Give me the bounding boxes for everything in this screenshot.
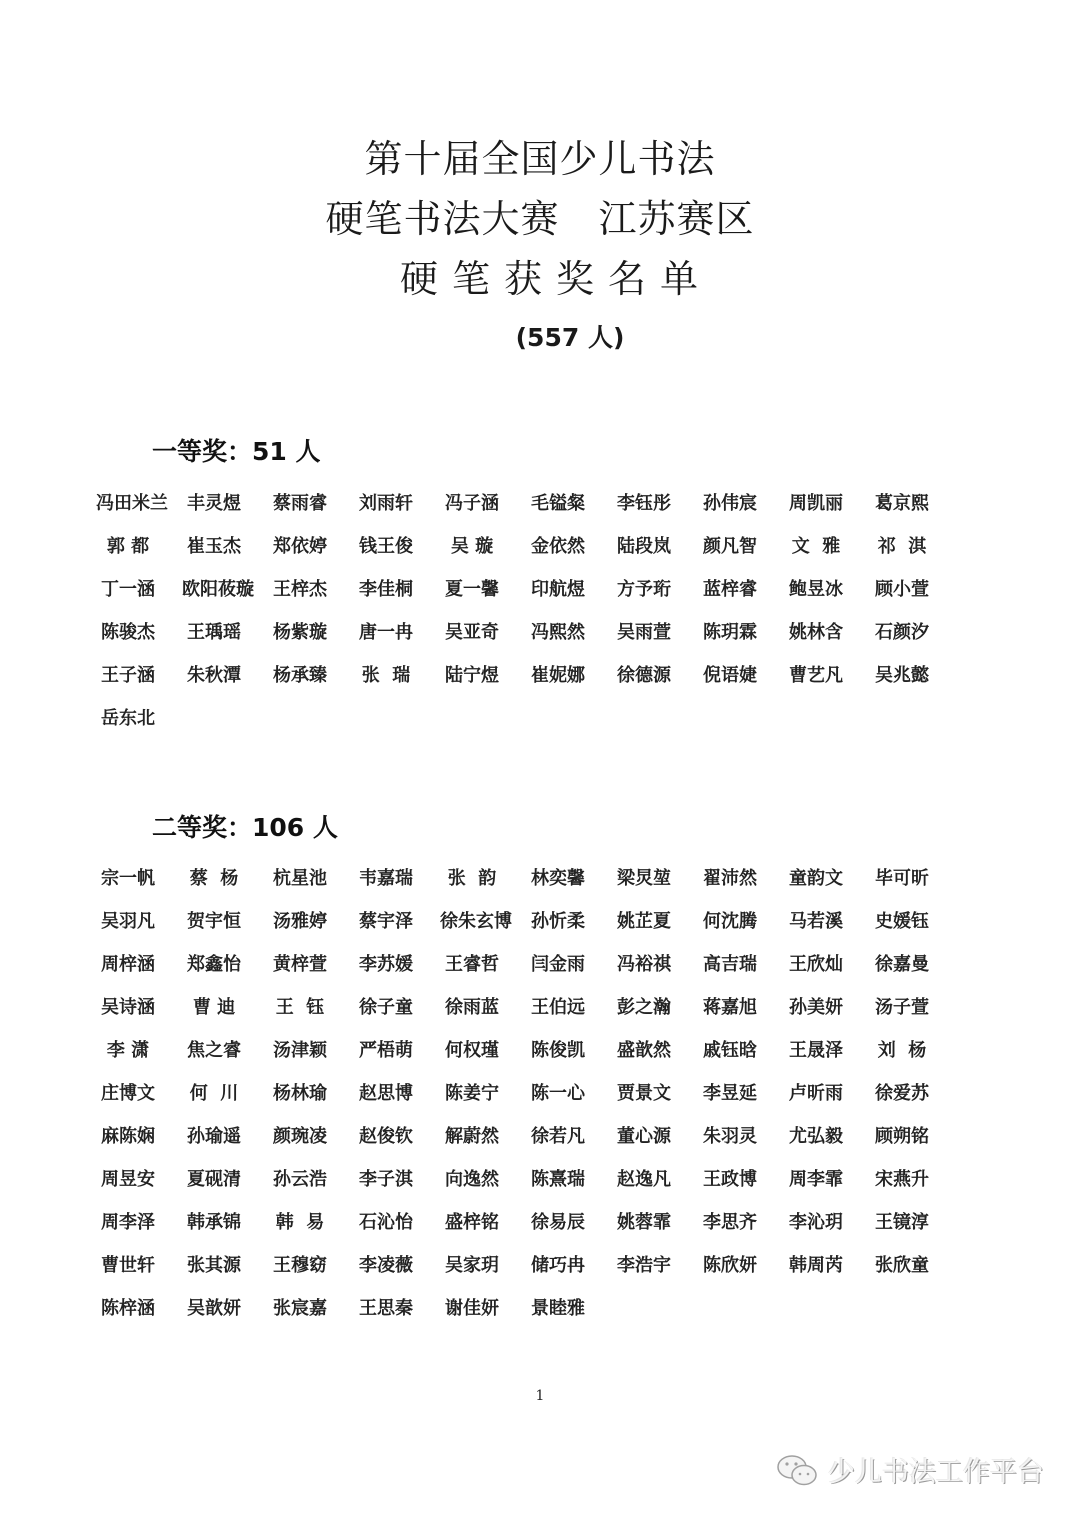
winner-name: 解蔚然 [445, 1126, 499, 1147]
winner-name: 王 钰 [275, 997, 325, 1018]
winner-name: 孙云浩 [273, 1169, 327, 1190]
winner-name: 赵俊钦 [359, 1126, 413, 1147]
winner-name: 陈欣妍 [703, 1255, 757, 1276]
winner-name: 韩周芮 [789, 1255, 843, 1276]
winner-name: 孙美妍 [789, 997, 843, 1018]
winner-name: 赵思博 [359, 1083, 413, 1104]
winner-name: 吴 璇 [450, 536, 494, 557]
winner-name: 黄梓萱 [273, 954, 327, 975]
winner-name: 吴羽凡 [101, 911, 155, 932]
winner-name: 夏一馨 [445, 579, 499, 600]
winner-name: 王梓杰 [273, 579, 327, 600]
winner-name: 陆宁煜 [445, 665, 499, 686]
winner-name: 刘 杨 [877, 1040, 927, 1061]
winner-name: 童韵文 [789, 868, 843, 889]
winner-name: 陈姜宁 [445, 1083, 499, 1104]
winner-name: 李 潇 [106, 1040, 150, 1061]
winner-name: 蓝梓睿 [703, 579, 757, 600]
first-prize-heading: 一等奖：51 人 [152, 437, 321, 466]
winner-name: 向逸然 [445, 1169, 499, 1190]
winner-name: 葛京熙 [875, 493, 929, 514]
first-prize-names [96, 482, 956, 740]
winner-name: 贺宇恒 [187, 911, 241, 932]
winner-name: 郑鑫怡 [187, 954, 241, 975]
winner-name: 冯裕祺 [617, 954, 671, 975]
winner-name: 陈一心 [531, 1083, 585, 1104]
winner-name: 韩 易 [275, 1212, 325, 1233]
winner-name: 杨紫璇 [273, 622, 327, 643]
winner-name: 朱秋潭 [187, 665, 241, 686]
winner-name: 高吉瑞 [703, 954, 757, 975]
total-count: (557 人) [515, 323, 625, 352]
winner-name: 徐德源 [617, 665, 671, 686]
watermark-text: 少儿书法工作平台 [828, 1457, 1044, 1488]
winner-name: 汤雅婷 [273, 911, 327, 932]
title-line-3: 硬笔获奖名单 [399, 257, 712, 301]
winner-name: 蔡宇泽 [359, 911, 413, 932]
winner-name: 陈玥霖 [703, 622, 757, 643]
winner-name: 储巧冉 [531, 1255, 585, 1276]
winner-name: 李思齐 [703, 1212, 757, 1233]
winner-name: 徐朱玄博 [440, 911, 512, 932]
winner-name: 孙伟宸 [703, 493, 757, 514]
winner-name: 陆段岚 [617, 536, 671, 557]
winner-name: 董心源 [617, 1126, 671, 1147]
winner-name: 彭之瀚 [617, 997, 671, 1018]
winner-name: 周凯丽 [789, 493, 843, 514]
winner-name: 汤子萱 [875, 997, 929, 1018]
winner-name: 冯田米兰 [96, 493, 168, 514]
winner-name: 马若溪 [789, 911, 843, 932]
winner-name: 李浩宇 [617, 1255, 671, 1276]
winner-name: 石沁怡 [359, 1212, 413, 1233]
winner-name: 李沁玥 [789, 1212, 843, 1233]
winner-name: 金依然 [531, 536, 585, 557]
winner-name: 王欣灿 [789, 954, 843, 975]
winner-name: 宋燕升 [875, 1169, 929, 1190]
winner-name: 李昱延 [703, 1083, 757, 1104]
winner-name: 庄博文 [101, 1083, 155, 1104]
winner-name: 徐雨蓝 [445, 997, 499, 1018]
watermark [776, 1450, 1044, 1489]
winner-name: 徐子童 [359, 997, 413, 1018]
winner-name: 王思秦 [359, 1298, 413, 1319]
winner-name: 麻陈娴 [101, 1126, 155, 1147]
winner-name: 徐爱苏 [875, 1083, 929, 1104]
winner-name: 丰灵煜 [187, 493, 241, 514]
winner-name: 蔡雨睿 [273, 493, 327, 514]
winner-name: 周昱安 [101, 1169, 155, 1190]
winner-name: 汤津颖 [273, 1040, 327, 1061]
winner-name: 王伯远 [531, 997, 585, 1018]
winner-name: 徐嘉曼 [875, 954, 929, 975]
winner-name: 徐若凡 [531, 1126, 585, 1147]
winner-name: 王政博 [703, 1169, 757, 1190]
winner-name: 张欣童 [875, 1255, 929, 1276]
winner-name: 姚芷夏 [617, 911, 671, 932]
winner-name: 孙忻柔 [531, 911, 585, 932]
winner-name: 郑依婷 [273, 536, 327, 557]
winner-name: 戚钰晗 [703, 1040, 757, 1061]
winner-name: 王穆窈 [273, 1255, 327, 1276]
winner-name: 杨林瑜 [273, 1083, 327, 1104]
winner-name: 何沈腾 [703, 911, 757, 932]
winner-name: 石颜汐 [875, 622, 929, 643]
winner-name: 冯子涵 [445, 493, 499, 514]
winner-name: 倪语婕 [703, 665, 757, 686]
winner-name: 王睿哲 [445, 954, 499, 975]
winner-name: 夏砚清 [187, 1169, 241, 1190]
winner-name: 景睦雅 [531, 1298, 585, 1319]
winner-name: 刘雨轩 [359, 493, 413, 514]
winner-name: 方予珩 [617, 579, 671, 600]
winner-name: 翟沛然 [703, 868, 757, 889]
winner-name: 周梓涵 [101, 954, 155, 975]
title-line-2: 硬笔书法大赛 江苏赛区 [325, 197, 755, 241]
winner-name: 张其源 [187, 1255, 241, 1276]
winner-name: 林奕馨 [531, 868, 585, 889]
winner-name: 焦之睿 [187, 1040, 241, 1061]
winner-name: 冯熙然 [531, 622, 585, 643]
winner-name: 卢昕雨 [789, 1083, 843, 1104]
winner-name: 郭 都 [106, 536, 150, 557]
winner-name: 毕可昕 [875, 868, 929, 889]
winner-name: 颜琬凌 [273, 1126, 327, 1147]
winner-name: 李子淇 [359, 1169, 413, 1190]
winner-name: 陈俊凯 [531, 1040, 585, 1061]
winner-name: 陈熹瑞 [531, 1169, 585, 1190]
winner-name: 颜凡智 [703, 536, 757, 557]
wechat-icon [776, 1454, 820, 1486]
winner-name: 王晟泽 [789, 1040, 843, 1061]
winner-name: 毛镒粲 [531, 493, 585, 514]
winner-name: 韩承锦 [187, 1212, 241, 1233]
winner-name: 张 瑞 [361, 665, 411, 686]
winner-name: 王镜淳 [875, 1212, 929, 1233]
winner-name: 文 雅 [791, 536, 841, 557]
winner-name: 李苏媛 [359, 954, 413, 975]
winner-name: 姚林含 [789, 622, 843, 643]
second-prize-heading: 二等奖：106 人 [152, 813, 338, 842]
winner-name: 吴家玥 [445, 1255, 499, 1276]
winner-name: 赵逸凡 [617, 1169, 671, 1190]
winner-name: 闫金雨 [531, 954, 585, 975]
winner-name: 李佳桐 [359, 579, 413, 600]
winner-name: 崔妮娜 [531, 665, 585, 686]
winner-name: 周李泽 [101, 1212, 155, 1233]
winner-name: 王子涵 [101, 665, 155, 686]
winner-name: 祁 淇 [877, 536, 927, 557]
winner-name: 何 川 [189, 1083, 239, 1104]
winner-name: 宗一帆 [101, 868, 155, 889]
winner-name: 张 韵 [447, 868, 497, 889]
winner-name: 顾朔铭 [875, 1126, 929, 1147]
winner-name: 钱王俊 [359, 536, 413, 557]
winner-name: 杨承臻 [273, 665, 327, 686]
page-number: 1 [535, 1388, 545, 1404]
winner-name: 岳东北 [101, 708, 155, 729]
winner-name: 周李霏 [789, 1169, 843, 1190]
second-prize-names [96, 857, 956, 1330]
winner-name: 唐一冉 [359, 622, 413, 643]
winner-name: 陈梓涵 [101, 1298, 155, 1319]
winner-name: 谢佳妍 [445, 1298, 499, 1319]
winner-name: 曹艺凡 [789, 665, 843, 686]
winner-name: 张宸嘉 [273, 1298, 327, 1319]
winner-name: 印航煜 [531, 579, 585, 600]
winner-name: 吴雨萱 [617, 622, 671, 643]
winner-name: 崔玉杰 [187, 536, 241, 557]
winner-name: 韦嘉瑞 [359, 868, 413, 889]
winner-name: 杭星池 [273, 868, 327, 889]
winner-name: 曹 迪 [192, 997, 236, 1018]
winner-name: 欧阳莜璇 [182, 579, 254, 600]
winner-name: 蒋嘉旭 [703, 997, 757, 1018]
winner-name: 吴歆妍 [187, 1298, 241, 1319]
winner-name: 顾小萱 [875, 579, 929, 600]
winner-name: 丁一涵 [101, 579, 155, 600]
title-line-1: 第十届全国少儿书法 [364, 137, 716, 181]
winner-name: 李钰彤 [617, 493, 671, 514]
winner-name: 鲍昱冰 [789, 579, 843, 600]
winner-name: 吴亚奇 [445, 622, 499, 643]
winner-name: 贾景文 [617, 1083, 671, 1104]
winner-name: 李凌薇 [359, 1255, 413, 1276]
winner-name: 陈骏杰 [101, 622, 155, 643]
winner-name: 姚蓉霏 [617, 1212, 671, 1233]
winner-name: 吴诗涵 [101, 997, 155, 1018]
winner-name: 严梧萌 [359, 1040, 413, 1061]
winner-name: 曹世轩 [101, 1255, 155, 1276]
winner-name: 王瑀瑶 [187, 622, 241, 643]
winner-name: 朱羽灵 [703, 1126, 757, 1147]
winner-name: 盛梓铭 [445, 1212, 499, 1233]
winner-name: 梁炅堃 [617, 868, 671, 889]
winner-name: 尤弘毅 [789, 1126, 843, 1147]
winner-name: 蔡 杨 [189, 868, 239, 889]
winner-name: 孙瑜遥 [187, 1126, 241, 1147]
winner-name: 盛歆然 [617, 1040, 671, 1061]
winner-name: 徐易辰 [531, 1212, 585, 1233]
winner-name: 吴兆懿 [875, 665, 929, 686]
winner-name: 何权瑾 [445, 1040, 499, 1061]
winner-name: 史媛钰 [875, 911, 929, 932]
